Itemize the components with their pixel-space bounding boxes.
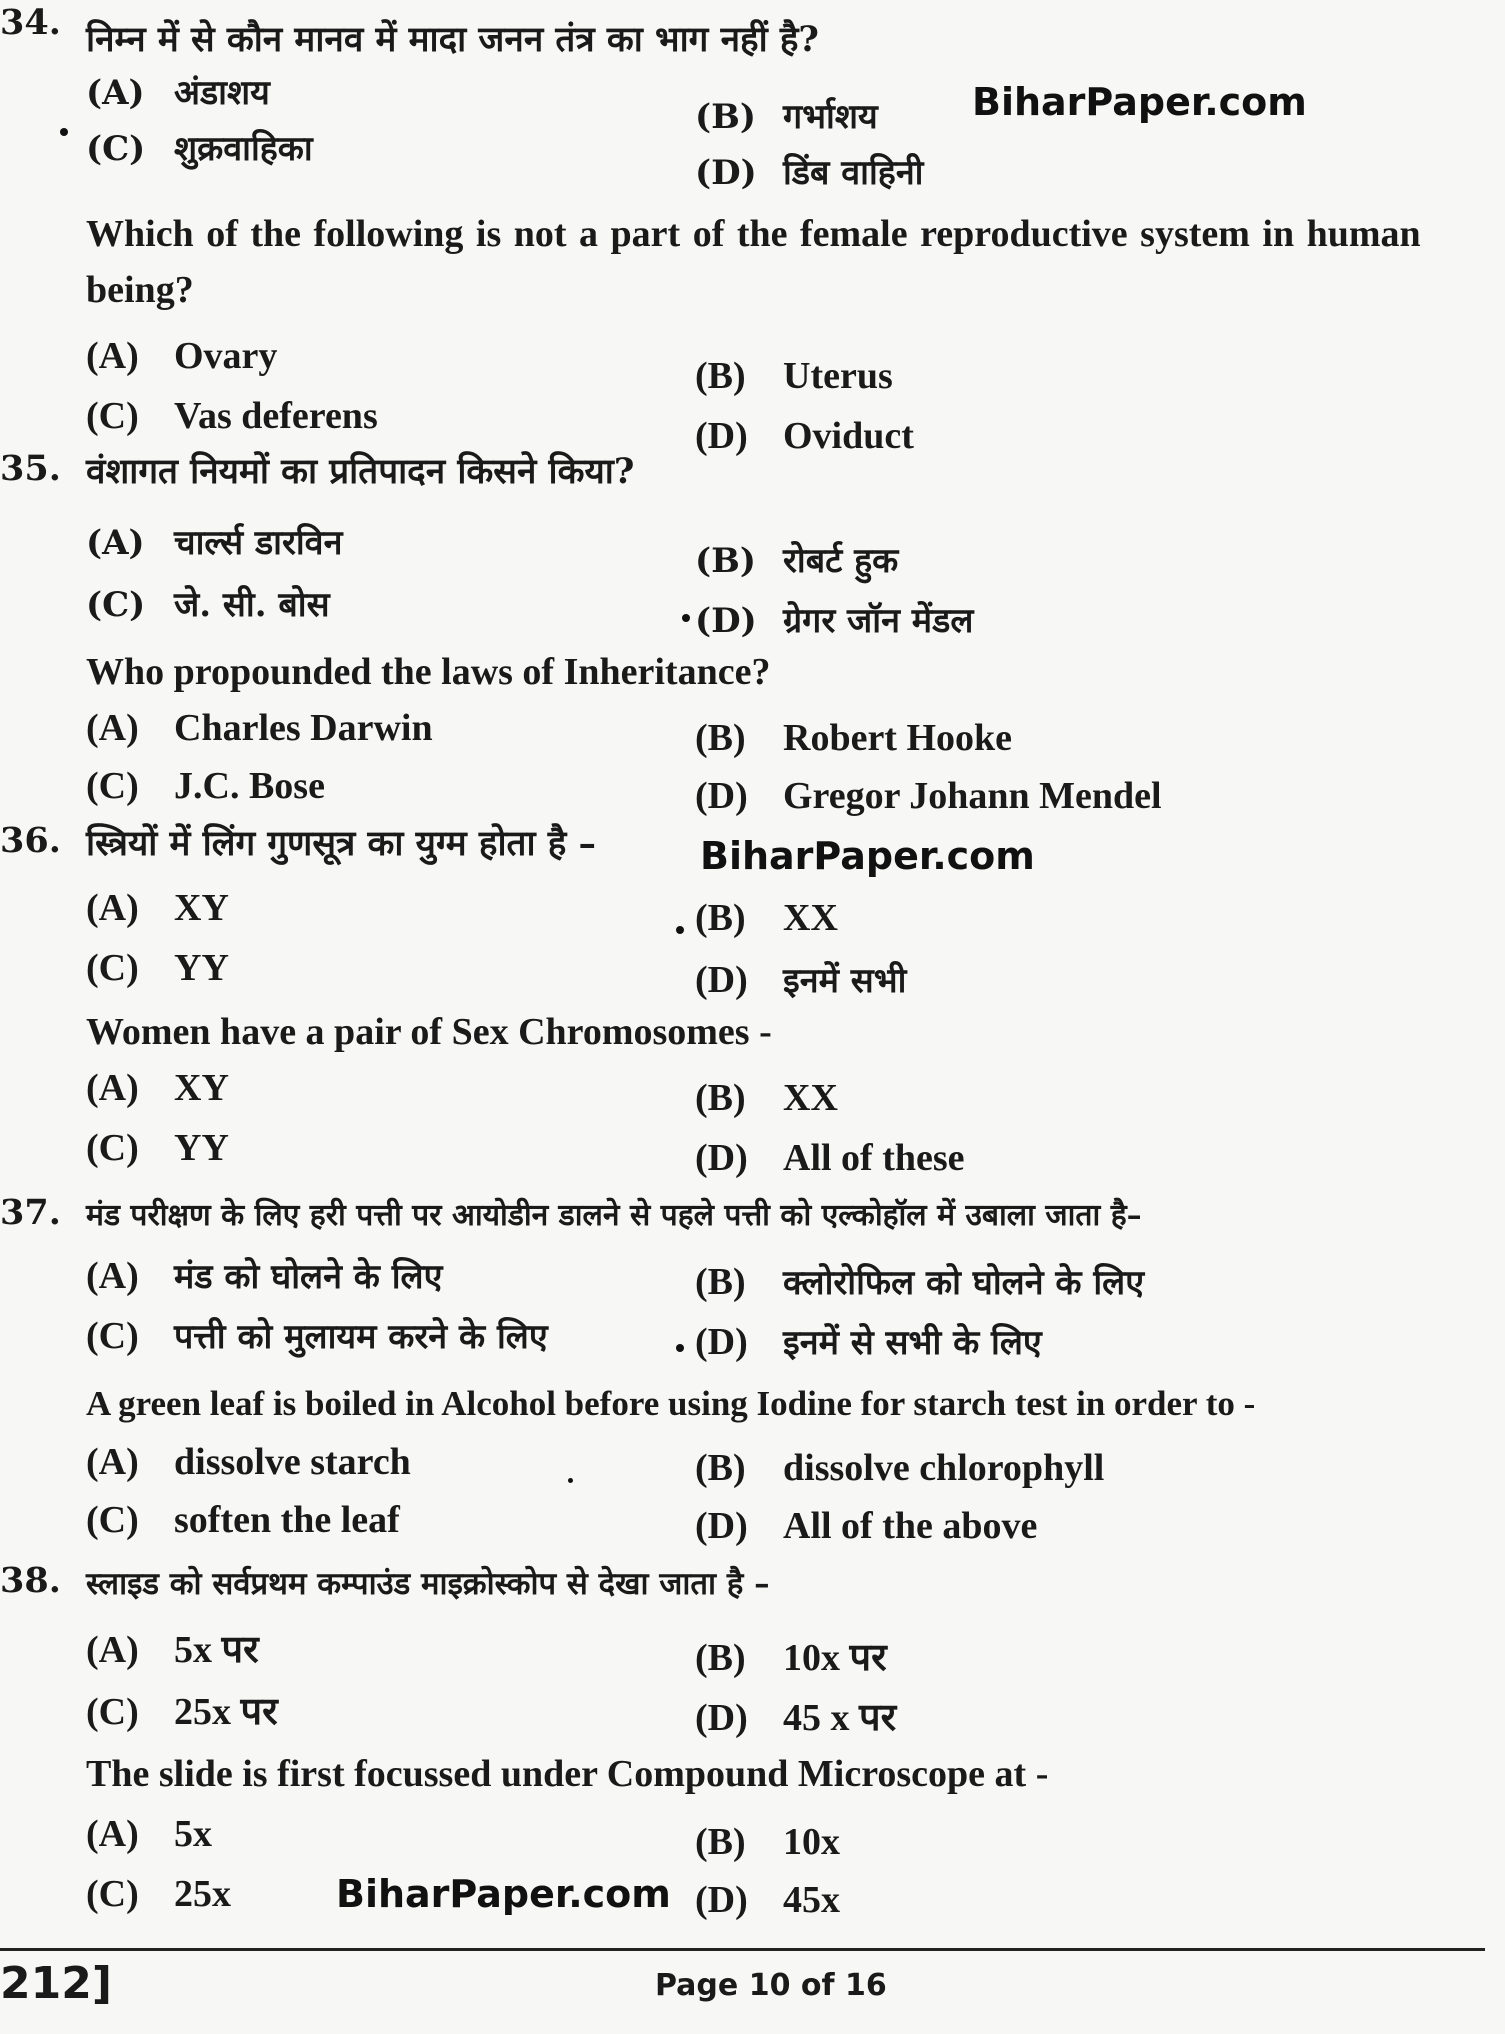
- option-b-english: (B) 10x: [695, 1821, 840, 1863]
- option-a-english: (A) Charles Darwin: [86, 707, 433, 749]
- option-b-hindi: (B) XX: [695, 897, 838, 939]
- option-c-english: (C) Vas deferens: [86, 395, 378, 437]
- option-a-hindi: (A) 5x पर: [86, 1629, 259, 1671]
- option-d-hindi: (D) डिंब वाहिनी: [695, 153, 924, 193]
- option-c-english: (C) soften the leaf: [86, 1499, 400, 1541]
- watermark: BiharPaper.com: [700, 834, 1035, 878]
- question-text-english: Which of the following is not a part of the female reproductive system in human: [86, 213, 1421, 255]
- option-a-english: (A) XY: [86, 1067, 229, 1109]
- option-b-english: (B) Uterus: [695, 355, 893, 397]
- question-text-english: The slide is first focussed under Compound Microscope at -: [86, 1753, 1049, 1795]
- option-d-hindi: (D) इनमें सभी: [695, 959, 907, 1001]
- option-d-hindi: (D) 45 x पर: [695, 1697, 897, 1739]
- option-b-english: (B) Robert Hooke: [695, 717, 1013, 759]
- question-number: 36.: [0, 820, 61, 861]
- question-number: 37.: [0, 1192, 61, 1233]
- question-number: 34.: [0, 2, 61, 43]
- answer-mark: [60, 128, 68, 136]
- option-c-hindi: (C) पत्ती को मुलायम करने के लिए: [86, 1315, 548, 1357]
- question-text-hindi: मंड परीक्षण के लिए हरी पत्ती पर आयोडीन डालने से पहले पत्ती को एल्कोहॉल में उबाला जाता है–: [86, 1198, 1142, 1233]
- option-d-hindi: (D) ग्रेगर जॉन मेंडल: [695, 601, 974, 641]
- question-text-hindi: निम्न में से कौन मानव में मादा जनन तंत्र का भाग नहीं है?: [86, 19, 819, 60]
- question-text-english: Who propounded the laws of Inheritance?: [86, 651, 771, 693]
- option-b-english: (B) XX: [695, 1077, 838, 1119]
- option-a-english: (A) Ovary: [86, 335, 278, 377]
- option-b-hindi: (B) क्लोरोफिल को घोलने के लिए: [695, 1261, 1145, 1303]
- option-c-hindi: (C) शुक्रवाहिका: [86, 129, 313, 169]
- option-d-english: (D) All of the above: [695, 1505, 1038, 1547]
- answer-mark: [682, 614, 690, 622]
- question-text-hindi: स्लाइड को सर्वप्रथम कम्पाउंड माइक्रोस्कोप से देखा जाता है –: [86, 1566, 770, 1602]
- option-d-english: (D) All of these: [695, 1137, 965, 1179]
- option-a-hindi: (A) चार्ल्स डारविन: [86, 523, 343, 563]
- question-text-hindi: वंशागत नियमों का प्रतिपादन किसने किया?: [86, 451, 635, 492]
- option-a-english: (A) 5x: [86, 1813, 212, 1855]
- question-text-english: A green leaf is boiled in Alcohol before using Iodine for starch test in order to -: [86, 1384, 1256, 1423]
- option-d-english: (D) Gregor Johann Mendel: [695, 775, 1162, 817]
- option-d-hindi: (D) इनमें से सभी के लिए: [695, 1321, 1042, 1363]
- option-a-hindi: (A) XY: [86, 887, 229, 929]
- option-d-english: (D) Oviduct: [695, 415, 914, 457]
- watermark: BiharPaper.com: [972, 80, 1307, 124]
- watermark: BiharPaper.com: [336, 1872, 671, 1916]
- option-c-english: (C) J.C. Bose: [86, 765, 325, 807]
- answer-mark: [676, 1344, 684, 1352]
- option-c-english: (C) YY: [86, 1127, 229, 1169]
- option-b-hindi: (B) रोबर्ट हुक: [695, 541, 899, 581]
- option-c-hindi: (C) YY: [86, 947, 229, 989]
- question-number: 38.: [0, 1560, 61, 1601]
- question-text-hindi: स्त्रियों में लिंग गुणसूत्र का युग्म होता है –: [86, 823, 597, 864]
- option-c-english: (C) 25x: [86, 1873, 231, 1915]
- question-text-english: Women have a pair of Sex Chromosomes -: [86, 1011, 772, 1053]
- option-c-hindi: (C) जे. सी. बोस: [86, 585, 330, 625]
- answer-mark: [676, 926, 684, 934]
- speck-mark: [568, 1478, 573, 1483]
- option-b-hindi: (B) गर्भाशय: [695, 97, 878, 137]
- option-a-hindi: (A) मंड को घोलने के लिए: [86, 1255, 443, 1297]
- option-c-hindi: (C) 25x पर: [86, 1691, 278, 1733]
- question-text-english-cont: being?: [86, 269, 194, 311]
- question-number: 35.: [0, 448, 61, 489]
- option-d-english: (D) 45x: [695, 1879, 840, 1921]
- paper-code: 212]: [0, 1958, 112, 2009]
- page-number: Page 10 of 16: [655, 1968, 887, 2003]
- option-b-english: (B) dissolve chlorophyll: [695, 1447, 1105, 1489]
- option-b-hindi: (B) 10x पर: [695, 1637, 887, 1679]
- option-a-hindi: (A) अंडाशय: [86, 73, 270, 113]
- footer-rule: [0, 1948, 1485, 1951]
- option-a-english: (A) dissolve starch: [86, 1441, 411, 1483]
